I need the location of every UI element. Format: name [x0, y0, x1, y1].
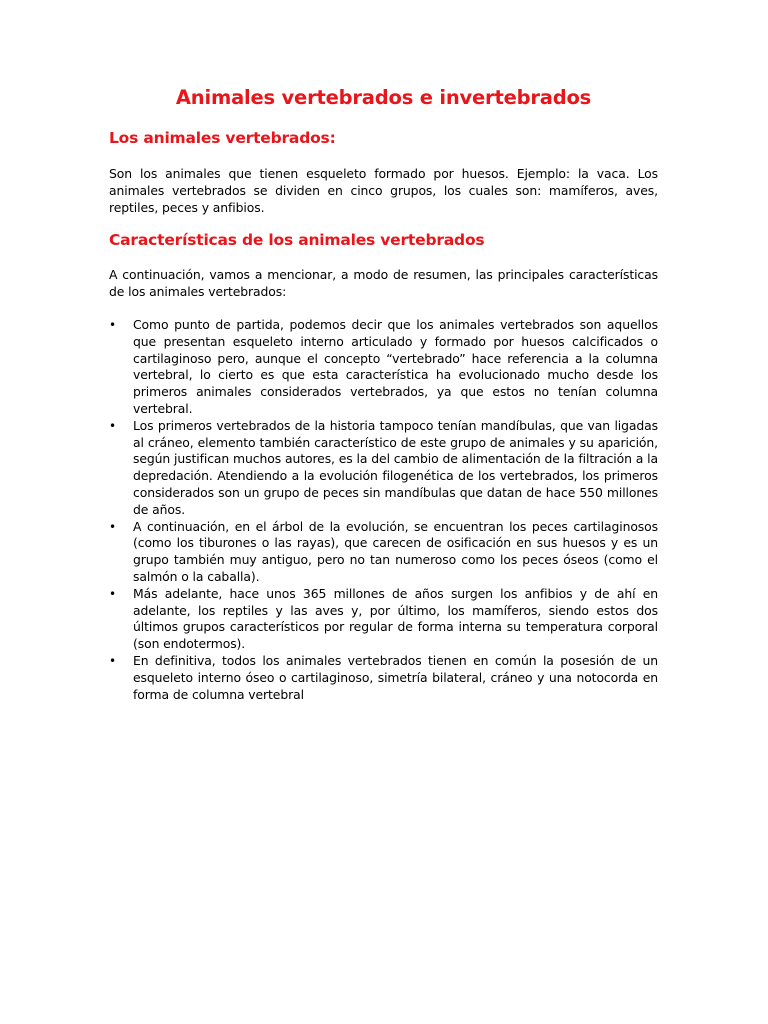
- section-paragraph-definition: Son los animales que tienen esqueleto formado por huesos. Ejemplo: la vaca. Los animales vertebrados se dividen en cinco grupos, los cuales son: mamíferos, aves, reptiles, peces y anfibios.: [109, 166, 658, 215]
- bullet-icon: •: [109, 418, 116, 433]
- characteristics-list: [109, 317, 658, 703]
- section-heading-vertebrados: Los animales vertebrados:: [109, 129, 336, 147]
- list-item-text: A continuación, en el árbol de la evolución, se encuentran los peces cartilaginosos (como los tiburones o las rayas), que carecen de osificación en sus huesos y es un grupo también muy antiguo, pero no tan numeroso como los peces óseos (como el salmón o la caballa).: [133, 518, 658, 584]
- section-heading-caracteristicas: Características de los animales vertebrados: [109, 231, 485, 249]
- list-item-text: En definitiva, todos los animales vertebrados tienen en común la posesión de un esqueleto interno óseo o cartilaginoso, simetría bilateral, cráneo y una notocorda en forma de columna vertebral: [133, 652, 658, 702]
- list-item-text: Como punto de partida, podemos decir que los animales vertebrados son aquellos que presentan esqueleto interno articulado y formado por huesos calcificados o cartilaginoso pero, aunque el concepto “vertebrado” hace referencia a la columna vertebral, lo cierto es que esta característica ha evolucionado mucho desde los primeros animales considerados vertebrados, ya que estos no tenían columna vertebral.: [133, 317, 658, 416]
- list-item: [109, 418, 658, 519]
- list-item: [109, 653, 658, 703]
- list-item: [109, 317, 658, 418]
- list-item: [109, 586, 658, 653]
- page-title: Animales vertebrados e invertebrados: [175, 86, 592, 109]
- bullet-icon: •: [109, 318, 116, 332]
- bullet-icon: •: [109, 653, 116, 668]
- list-item-text: Más adelante, hace unos 365 millones de años surgen los anfibios y de ahí en adelante, los reptiles y las aves y, por último, los mamíferos, siendo estos dos últimos grupos característicos por regular de forma interna su temperatura corporal (son endotermos).: [133, 585, 658, 652]
- list-item: [109, 519, 658, 586]
- bullet-icon: •: [109, 586, 116, 601]
- bullet-icon: •: [109, 519, 116, 534]
- section-paragraph-intro: A continuación, vamos a mencionar, a modo de resumen, las principales características de los animales vertebrados:: [109, 267, 658, 299]
- list-item-text: Los primeros vertebrados de la historia tampoco tenían mandíbulas, que van ligadas al cráneo, elemento también característico de este grupo de animales y su aparición, según justifican muchos autores, es la del cambio de alimentación de la filtración a la depredación. Atendiendo a la evolución filogenética de los vertebrados, los primeros considerados son un grupo de peces sin mandíbulas que datan de hace 550 millones de años.: [133, 417, 658, 517]
